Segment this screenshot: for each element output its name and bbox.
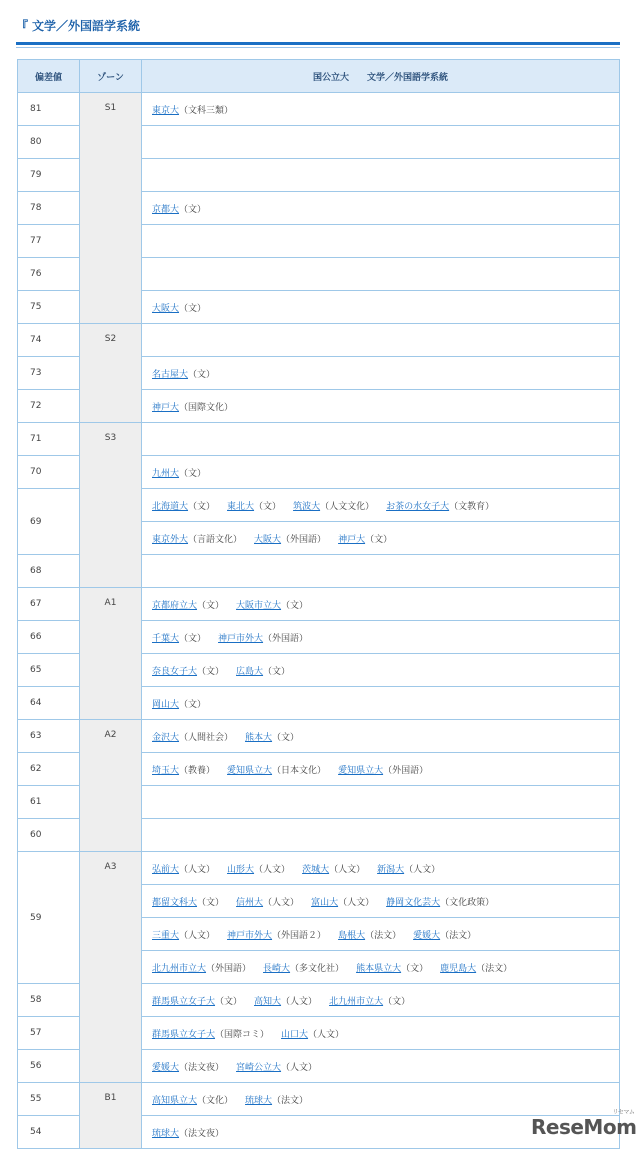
department-label: （多文化社）: [290, 963, 345, 974]
university-link[interactable]: 金沢大: [152, 732, 180, 743]
department-label: （人文）: [254, 864, 291, 875]
score-cell: 76: [18, 258, 80, 291]
logo-small-text: リセマム: [612, 1109, 635, 1116]
score-cell: 62: [18, 753, 80, 786]
score-cell: 67: [18, 588, 80, 621]
score-cell: 63: [18, 720, 80, 753]
page-title-text: 文学／外国語学系統: [32, 19, 141, 33]
department-label: （人間社会）: [179, 732, 234, 743]
department-label: （国際コミ）: [215, 1029, 270, 1040]
university-link[interactable]: 京都大: [152, 204, 180, 215]
university-list-cell: [142, 291, 620, 324]
table-row: [18, 423, 620, 456]
department-label: （法文）: [440, 930, 477, 941]
title-rule: [16, 42, 620, 45]
score-cell: 80: [18, 126, 80, 159]
table-row: [18, 588, 620, 621]
department-label: （文）: [365, 534, 393, 545]
department-label: （文教育）: [449, 501, 495, 512]
department-label: （文）: [383, 996, 411, 1007]
university-link[interactable]: 名古屋大: [152, 369, 189, 380]
university-list-cell: [142, 93, 620, 126]
department-label: （外国語）: [383, 765, 429, 776]
table-row: [18, 324, 620, 357]
score-cell: 68: [18, 555, 80, 588]
university-list-cell: [142, 324, 620, 357]
department-label: （法文夜）: [179, 1128, 225, 1139]
department-label: （文）: [179, 303, 207, 314]
university-link[interactable]: 東北大: [227, 501, 255, 512]
university-link[interactable]: 静岡文化芸大: [386, 897, 441, 908]
university-link[interactable]: 長崎大: [263, 963, 291, 974]
zone-cell: A2: [80, 720, 142, 852]
score-cell: 73: [18, 357, 80, 390]
university-list-cell: [142, 1050, 620, 1083]
university-list-cell: [142, 126, 620, 159]
university-list-cell: [142, 951, 620, 984]
department-label: （文）: [401, 963, 429, 974]
resemom-logo: [531, 1109, 637, 1139]
score-cell: 54: [18, 1116, 80, 1149]
university-list-cell: [142, 918, 620, 951]
university-link[interactable]: 群馬県立女子大: [152, 1029, 216, 1040]
university-link[interactable]: 岡山大: [152, 699, 180, 710]
department-label: （日本文化）: [272, 765, 327, 776]
zone-cell: S3: [80, 423, 142, 588]
score-cell: 78: [18, 192, 80, 225]
title-rule-thin: [16, 47, 620, 48]
score-cell: 59: [18, 852, 80, 984]
score-cell: 77: [18, 225, 80, 258]
university-link[interactable]: 北九州市立大: [152, 963, 207, 974]
university-link[interactable]: 富山大: [311, 897, 339, 908]
university-link[interactable]: 大阪大: [152, 303, 180, 314]
department-label: （外国語２）: [272, 930, 327, 941]
header-zone: ゾーン: [80, 60, 142, 93]
university-link[interactable]: 埼玉大: [152, 765, 180, 776]
logo-text: ReseMom: [531, 1115, 637, 1139]
score-cell: 61: [18, 786, 80, 819]
department-label: （文化政策）: [440, 897, 495, 908]
department-label: （人文）: [338, 897, 375, 908]
university-link[interactable]: 山形大: [227, 864, 255, 875]
university-link[interactable]: 奈良女子大: [152, 666, 198, 677]
university-list-cell: [142, 687, 620, 720]
university-list-cell: [142, 786, 620, 819]
university-link[interactable]: 三重大: [152, 930, 180, 941]
university-link[interactable]: 神戸大: [152, 402, 180, 413]
university-link[interactable]: 茨城大: [302, 864, 330, 875]
university-link[interactable]: 神戸市外大: [218, 633, 264, 644]
header-list: 国公立大 文学／外国語学系統: [142, 60, 620, 93]
university-link[interactable]: 信州大: [236, 897, 264, 908]
university-link[interactable]: 新潟大: [377, 864, 405, 875]
university-link[interactable]: 北九州市立大: [329, 996, 384, 1007]
university-list-cell: [142, 390, 620, 423]
university-link[interactable]: 北海道大: [152, 501, 189, 512]
department-label: （文）: [179, 699, 207, 710]
table-row: [18, 852, 620, 885]
department-label: （人文）: [179, 864, 216, 875]
university-list-cell: [142, 522, 620, 555]
department-label: （文）: [254, 501, 282, 512]
department-label: （文）: [179, 633, 207, 644]
score-cell: 72: [18, 390, 80, 423]
table-row: [18, 720, 620, 753]
university-list-cell: [142, 885, 620, 918]
university-list-cell: [142, 159, 620, 192]
department-label: （文科三類）: [179, 105, 234, 116]
university-list-cell: [142, 192, 620, 225]
university-list-cell: [142, 225, 620, 258]
zone-cell: A3: [80, 852, 142, 1083]
department-label: （文）: [197, 897, 225, 908]
score-cell: 60: [18, 819, 80, 852]
department-label: （法文夜）: [179, 1062, 225, 1073]
score-cell: 75: [18, 291, 80, 324]
department-label: （文）: [215, 996, 243, 1007]
score-cell: 81: [18, 93, 80, 126]
table-row: [18, 1083, 620, 1116]
department-label: （人文）: [308, 1029, 345, 1040]
department-label: （文）: [281, 600, 309, 611]
university-link[interactable]: 愛媛大: [413, 930, 441, 941]
university-link[interactable]: 筑波大: [293, 501, 321, 512]
zone-cell: S1: [80, 93, 142, 324]
department-label: （人文）: [404, 864, 441, 875]
university-link[interactable]: 神戸大: [338, 534, 366, 545]
university-link[interactable]: 琉球大: [245, 1095, 273, 1106]
score-cell: 65: [18, 654, 80, 687]
zone-cell: B1: [80, 1083, 142, 1149]
university-list-cell: [142, 357, 620, 390]
header-score: 偏差値: [18, 60, 80, 93]
university-list-cell: [142, 753, 620, 786]
university-list-cell: [142, 456, 620, 489]
score-cell: 70: [18, 456, 80, 489]
score-cell: 55: [18, 1083, 80, 1116]
department-label: （人文）: [281, 1062, 318, 1073]
university-list-cell: [142, 489, 620, 522]
department-label: （外国語）: [263, 633, 309, 644]
score-cell: 64: [18, 687, 80, 720]
university-link[interactable]: 熊本県立大: [356, 963, 402, 974]
university-list-cell: [142, 819, 620, 852]
score-cell: 57: [18, 1017, 80, 1050]
university-link[interactable]: 琉球大: [152, 1128, 180, 1139]
university-link[interactable]: 愛知県立大: [227, 765, 273, 776]
department-label: （教養）: [179, 765, 216, 776]
department-label: （法文）: [476, 963, 513, 974]
score-cell: 56: [18, 1050, 80, 1083]
department-label: （文化）: [197, 1095, 234, 1106]
score-cell: 58: [18, 984, 80, 1017]
university-list-cell: [142, 1083, 620, 1116]
university-list-cell: [142, 555, 620, 588]
page-title: [16, 16, 620, 36]
university-link[interactable]: 島根大: [338, 930, 366, 941]
university-link[interactable]: 広島大: [236, 666, 264, 677]
department-label: （文）: [179, 204, 207, 215]
university-link[interactable]: 東京外大: [152, 534, 189, 545]
score-cell: 74: [18, 324, 80, 357]
university-list-cell: [142, 621, 620, 654]
department-label: （人文文化）: [320, 501, 375, 512]
department-label: （外国語）: [281, 534, 327, 545]
university-link[interactable]: 九州大: [152, 468, 180, 479]
score-cell: 66: [18, 621, 80, 654]
university-link[interactable]: 大阪市立大: [236, 600, 282, 611]
university-list-cell: [142, 1017, 620, 1050]
university-link[interactable]: 千葉大: [152, 633, 180, 644]
university-list-cell: [142, 984, 620, 1017]
university-link[interactable]: 高知県立大: [152, 1095, 198, 1106]
department-label: （人文）: [179, 930, 216, 941]
department-label: （文）: [272, 732, 300, 743]
score-cell: 71: [18, 423, 80, 456]
department-label: （法文）: [365, 930, 402, 941]
university-link[interactable]: 都留文科大: [152, 897, 198, 908]
university-list-cell: [142, 654, 620, 687]
department-label: （法文）: [272, 1095, 309, 1106]
university-link[interactable]: お茶の水女子大: [386, 501, 450, 512]
table-row: [18, 93, 620, 126]
department-label: （人文）: [281, 996, 318, 1007]
university-link[interactable]: 山口大: [281, 1029, 309, 1040]
title-mark-icon: 『: [16, 19, 29, 33]
university-list-cell: [142, 588, 620, 621]
department-label: （国際文化）: [179, 402, 234, 413]
zone-cell: S2: [80, 324, 142, 423]
score-cell: 69: [18, 489, 80, 555]
zone-cell: A1: [80, 588, 142, 720]
title-block: [16, 16, 620, 36]
department-label: （人文）: [329, 864, 366, 875]
university-link[interactable]: 群馬県立女子大: [152, 996, 216, 1007]
department-label: （文）: [263, 666, 291, 677]
university-link[interactable]: 神戸市外大: [227, 930, 273, 941]
university-link[interactable]: 愛媛大: [152, 1062, 180, 1073]
department-label: （文）: [188, 501, 216, 512]
department-label: （言語文化）: [188, 534, 243, 545]
university-link[interactable]: 高知大: [254, 996, 282, 1007]
department-label: （外国語）: [206, 963, 252, 974]
university-link[interactable]: 熊本大: [245, 732, 273, 743]
university-list-cell: [142, 720, 620, 753]
university-link[interactable]: 京都府立大: [152, 600, 198, 611]
department-label: （人文）: [263, 897, 300, 908]
university-link[interactable]: 愛知県立大: [338, 765, 384, 776]
university-list-cell: [142, 258, 620, 291]
table-body: [18, 93, 620, 1149]
university-link[interactable]: 東京大: [152, 105, 180, 116]
university-link[interactable]: 大阪大: [254, 534, 282, 545]
university-list-cell: [142, 423, 620, 456]
university-link[interactable]: 弘前大: [152, 864, 180, 875]
score-table: [17, 59, 620, 1149]
university-list-cell: [142, 852, 620, 885]
department-label: （文）: [197, 666, 225, 677]
department-label: （文）: [188, 369, 216, 380]
score-cell: 79: [18, 159, 80, 192]
university-link[interactable]: 宮崎公立大: [236, 1062, 282, 1073]
department-label: （文）: [197, 600, 225, 611]
university-link[interactable]: 鹿児島大: [440, 963, 477, 974]
department-label: （文）: [179, 468, 207, 479]
